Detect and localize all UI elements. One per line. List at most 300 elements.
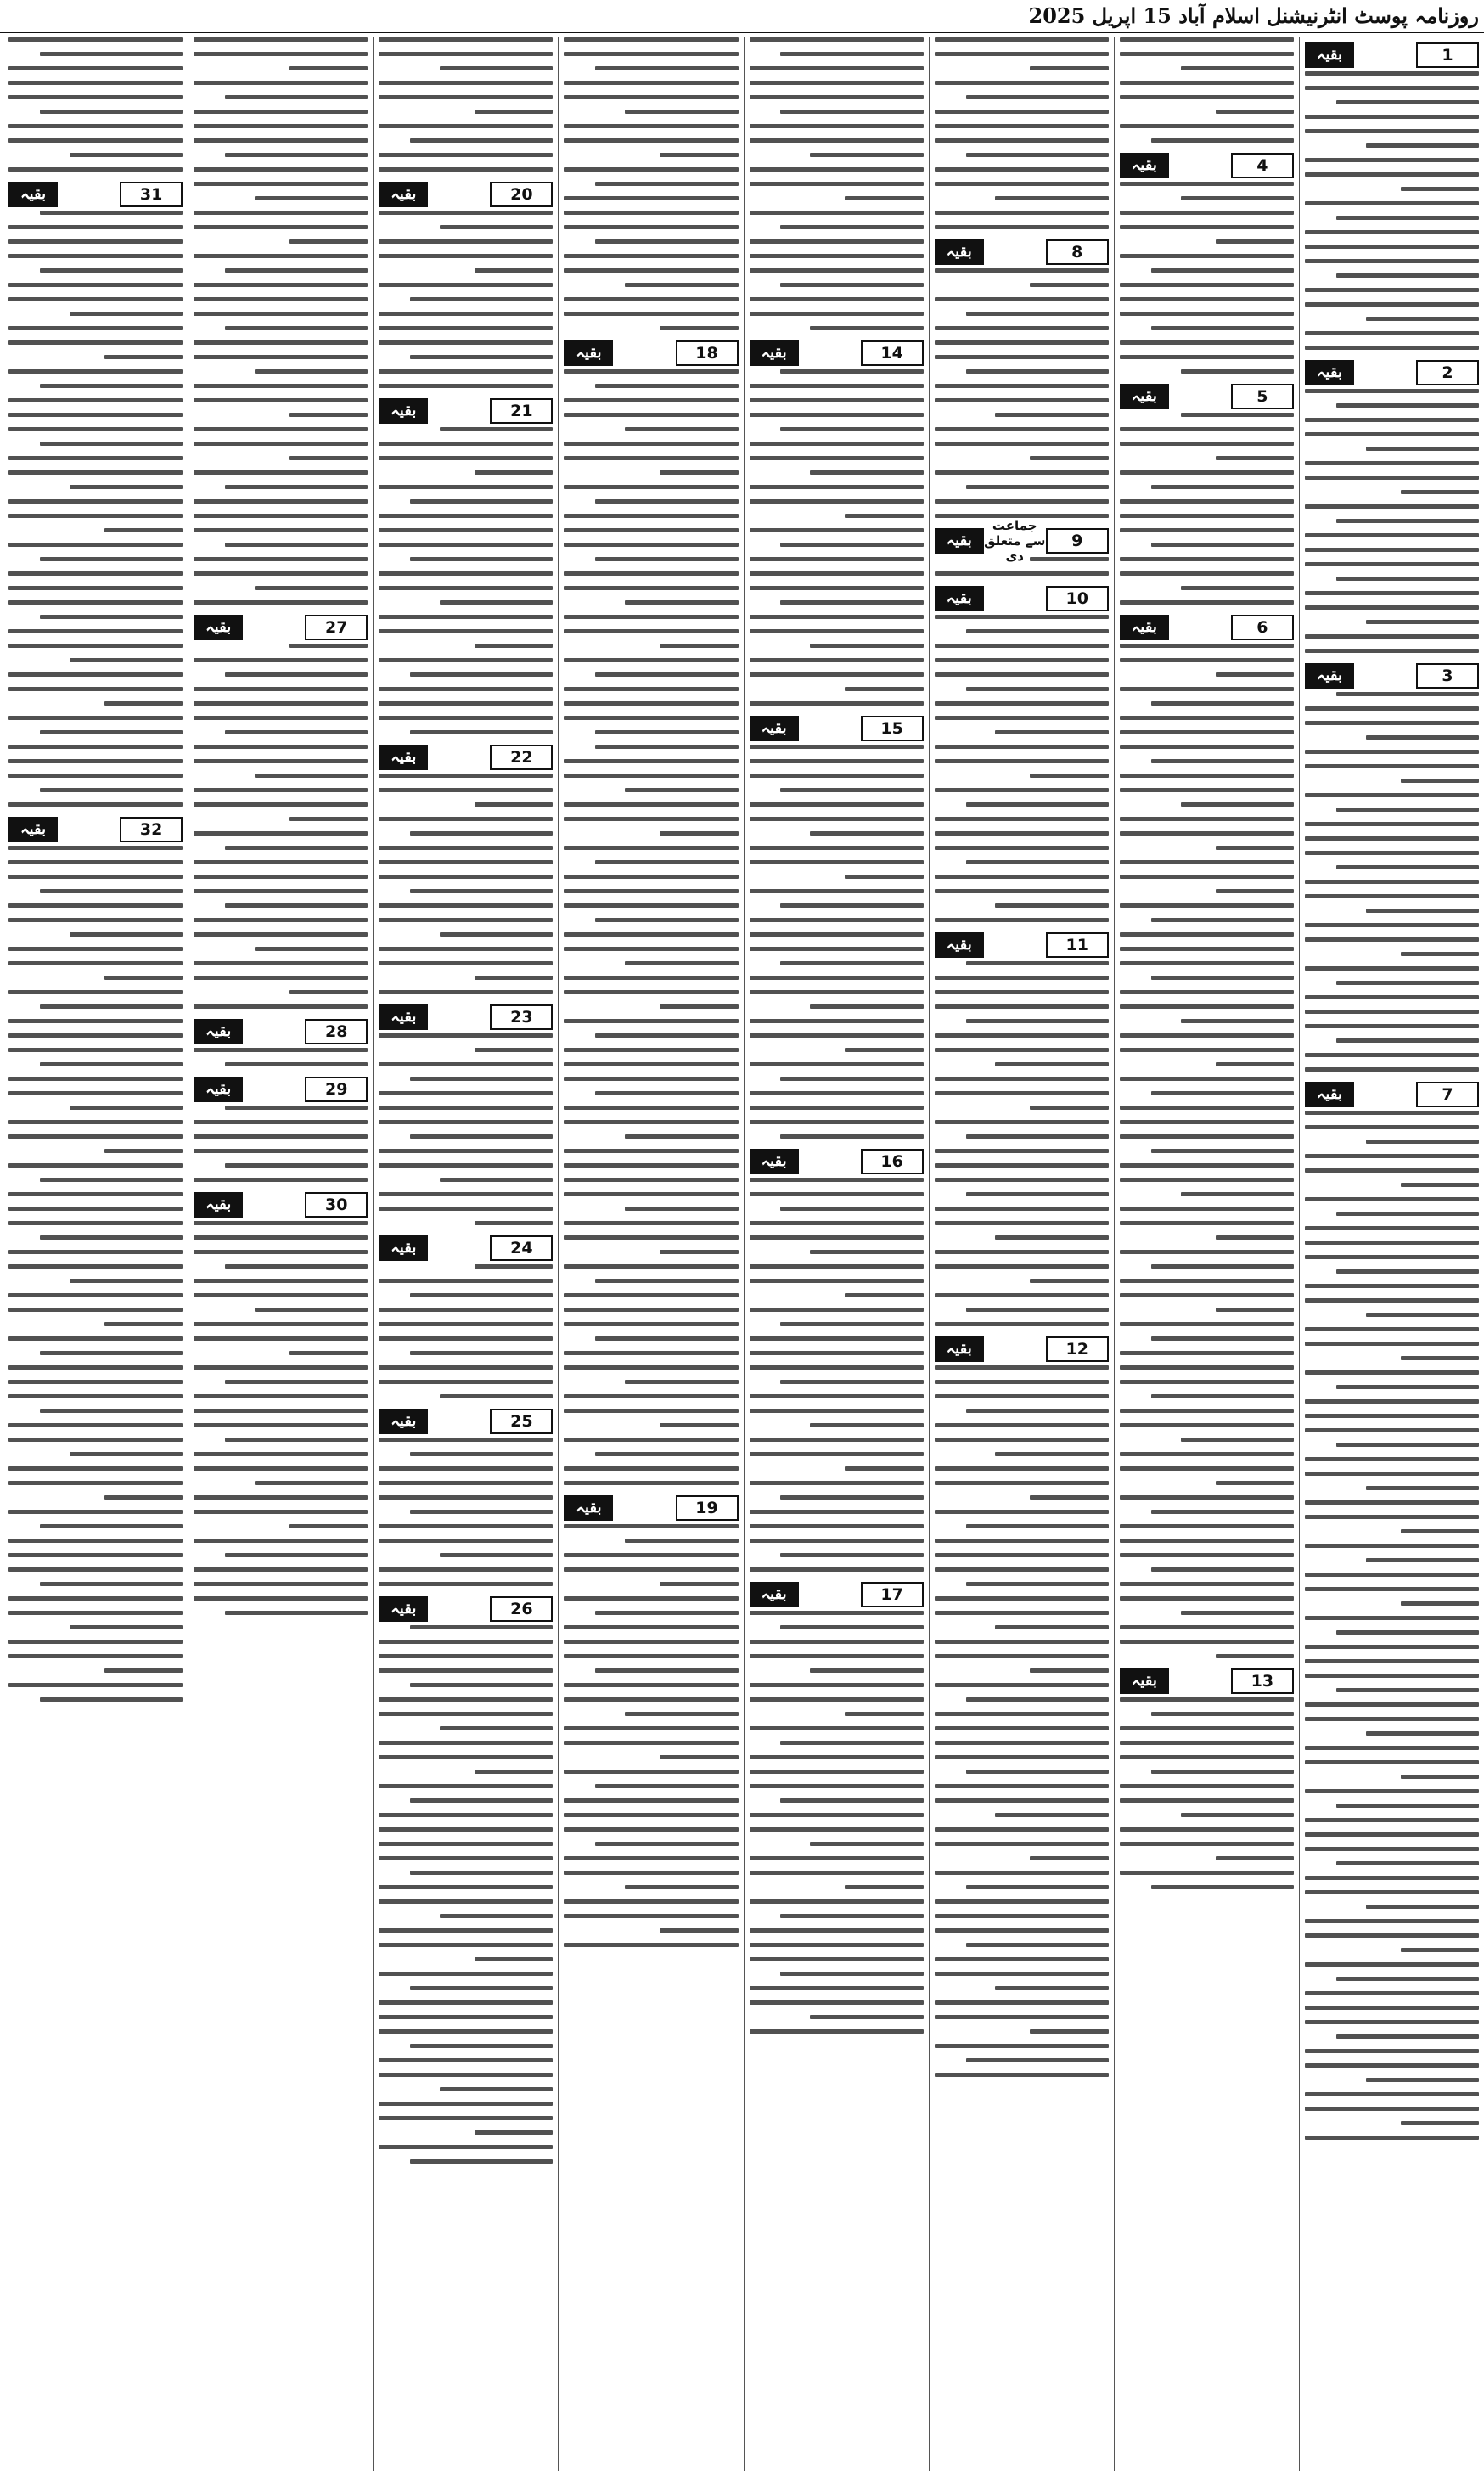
text-line: [1120, 1409, 1294, 1413]
text-line: [1120, 903, 1294, 908]
text-line: [194, 1120, 368, 1124]
text-line: [750, 586, 924, 590]
text-line: [379, 167, 553, 172]
text-line: [935, 297, 1109, 301]
continuation-tag: [1120, 615, 1294, 640]
text-line: [1336, 1630, 1479, 1635]
text-line: [935, 1048, 1109, 1052]
text-line: [1151, 326, 1294, 330]
text-line: [1151, 1264, 1294, 1269]
text-line: [379, 1972, 553, 1976]
text-line: [8, 1596, 183, 1601]
text-line: [935, 1250, 1109, 1254]
continuation-number: 14: [861, 340, 924, 366]
text-line: [379, 2058, 553, 2062]
text-line: [1366, 735, 1479, 740]
text-line: [1151, 138, 1294, 143]
text-line: [935, 889, 1109, 893]
news-continuation: [1305, 1082, 1479, 1533]
text-line: [40, 1062, 183, 1066]
text-line: [379, 1640, 553, 1644]
text-line: [780, 961, 923, 965]
text-line: [595, 384, 738, 388]
text-line: [750, 1827, 924, 1832]
text-line: [595, 860, 738, 864]
text-line: [194, 312, 368, 316]
text-line: [379, 1813, 553, 1817]
continuation-label: بقیہ: [1120, 153, 1169, 178]
text-line: [564, 297, 738, 301]
text-line: [780, 1207, 923, 1211]
text-line: [935, 1322, 1109, 1326]
text-line: [379, 340, 553, 345]
text-line: [8, 1048, 183, 1052]
text-line: [564, 485, 738, 489]
continuation-number: 8: [1046, 239, 1109, 265]
text-line: [935, 1755, 1109, 1759]
text-line: [780, 1553, 923, 1557]
text-line: [966, 1019, 1109, 1023]
column: [188, 37, 373, 2471]
text-line: [595, 66, 738, 70]
text-line: [810, 1423, 923, 1427]
text-line: [1305, 1515, 1479, 1519]
text-line: [379, 283, 553, 287]
text-line: [1181, 196, 1294, 200]
text-line: [225, 1611, 368, 1615]
text-line: [1305, 245, 1479, 249]
text-line: [8, 1033, 183, 1038]
continuation-number: 25: [490, 1409, 553, 1434]
article-text: [1305, 1544, 1479, 2140]
text-line: [750, 66, 924, 70]
continuation-label: بقیہ: [8, 817, 58, 842]
text-line: [8, 1539, 183, 1543]
text-line: [750, 1943, 924, 1947]
text-line: [966, 1524, 1109, 1528]
news-continuation: [935, 37, 1109, 229]
text-line: [379, 239, 553, 244]
text-line: [379, 153, 553, 157]
text-line: [379, 1481, 553, 1485]
text-line: [1336, 1977, 1479, 1981]
text-line: [289, 1524, 368, 1528]
text-line: [194, 1250, 368, 1254]
text-line: [1366, 2078, 1479, 2082]
news-continuation: [8, 817, 183, 1702]
text-line: [194, 802, 368, 807]
text-line: [1120, 355, 1294, 359]
text-line: [935, 1264, 1109, 1269]
text-line: [750, 384, 924, 388]
text-line: [410, 1871, 553, 1875]
article-text: [379, 774, 553, 994]
text-line: [966, 802, 1109, 807]
text-line: [379, 615, 553, 619]
text-line: [1120, 1365, 1294, 1370]
text-line: [750, 557, 924, 561]
text-line: [935, 1365, 1109, 1370]
text-line: [935, 442, 1109, 446]
text-line: [194, 1221, 368, 1225]
text-line: [1120, 297, 1294, 301]
text-line: [780, 788, 923, 792]
text-line: [104, 1495, 183, 1500]
text-line: [194, 571, 368, 576]
news-continuation: [750, 37, 924, 330]
text-line: [255, 369, 368, 374]
text-line: [564, 687, 738, 691]
text-line: [379, 2145, 553, 2149]
news-continuation: [194, 1077, 368, 1182]
text-line: [750, 1178, 924, 1182]
text-line: [1305, 1414, 1479, 1418]
continuation-label: بقیہ: [194, 1019, 243, 1044]
text-line: [1305, 1717, 1479, 1721]
text-line: [289, 644, 368, 648]
text-line: [1401, 1356, 1479, 1360]
text-line: [595, 499, 738, 504]
continuation-number: 7: [1416, 1082, 1479, 1107]
continuation-number: 15: [861, 716, 924, 741]
text-line: [595, 1452, 738, 1456]
text-line: [935, 2073, 1109, 2077]
text-line: [935, 1149, 1109, 1153]
text-line: [1216, 239, 1294, 244]
text-line: [780, 543, 923, 547]
news-continuation: [750, 340, 924, 706]
text-line: [194, 138, 368, 143]
text-line: [194, 1279, 368, 1283]
text-line: [379, 1697, 553, 1702]
text-line: [935, 499, 1109, 504]
text-line: [995, 730, 1108, 734]
text-line: [750, 1452, 924, 1456]
text-line: [935, 759, 1109, 763]
text-line: [564, 514, 738, 518]
text-line: [780, 1495, 923, 1500]
continuation-tag: [379, 398, 553, 424]
text-line: [1305, 1573, 1479, 1577]
text-line: [440, 2087, 553, 2091]
text-line: [8, 66, 183, 70]
text-line: [1151, 1336, 1294, 1341]
text-line: [225, 730, 368, 734]
text-line: [1030, 456, 1108, 460]
continuation-tag: [1305, 1082, 1479, 1107]
text-line: [750, 499, 924, 504]
text-line: [1216, 1856, 1294, 1860]
text-line: [225, 1438, 368, 1442]
article-text: [935, 615, 1109, 922]
text-line: [1120, 1322, 1294, 1326]
text-line: [104, 976, 183, 980]
text-line: [564, 716, 738, 720]
text-line: [379, 528, 553, 532]
text-line: [750, 1336, 924, 1341]
text-line: [379, 1827, 553, 1832]
text-line: [750, 976, 924, 980]
text-line: [1151, 1712, 1294, 1716]
text-line: [194, 1409, 368, 1413]
continuation-number: 19: [676, 1495, 739, 1521]
text-line: [750, 672, 924, 677]
text-line: [410, 1293, 553, 1297]
text-line: [40, 1004, 183, 1009]
text-line: [379, 571, 553, 576]
continuation-tag: [194, 1192, 368, 1218]
text-line: [8, 687, 183, 691]
text-line: [1120, 1120, 1294, 1124]
text-line: [595, 1842, 738, 1846]
text-line: [564, 1654, 738, 1658]
text-line: [966, 1192, 1109, 1196]
text-line: [1305, 158, 1479, 162]
text-line: [8, 1654, 183, 1658]
text-line: [1305, 721, 1479, 725]
text-line: [1120, 1871, 1294, 1875]
text-line: [1120, 1640, 1294, 1644]
text-line: [1120, 1293, 1294, 1297]
text-line: [8, 1120, 183, 1124]
text-line: [40, 1409, 183, 1413]
text-line: [40, 730, 183, 734]
text-line: [750, 2000, 924, 2005]
text-line: [289, 413, 368, 417]
text-line: [225, 153, 368, 157]
text-line: [194, 528, 368, 532]
text-line: [255, 196, 368, 200]
text-line: [1366, 1731, 1479, 1736]
text-line: [1120, 1827, 1294, 1832]
continuation-label: بقیہ: [750, 1149, 799, 1174]
text-line: [1305, 1818, 1479, 1822]
text-line: [1305, 894, 1479, 898]
text-line: [750, 182, 924, 186]
text-line: [1120, 658, 1294, 662]
text-line: [104, 528, 183, 532]
text-line: [660, 1004, 738, 1009]
article-text: [1120, 875, 1294, 1297]
text-line: [750, 456, 924, 460]
text-line: [1120, 1250, 1294, 1254]
text-line: [1336, 981, 1479, 985]
article-text: [564, 37, 738, 330]
continuation-number: 13: [1231, 1668, 1294, 1694]
text-line: [379, 1106, 553, 1110]
text-line: [8, 499, 183, 504]
text-line: [8, 571, 183, 576]
text-line: [1151, 976, 1294, 980]
text-line: [966, 1134, 1109, 1139]
text-line: [750, 239, 924, 244]
news-continuation: [1120, 37, 1294, 143]
text-line: [1120, 211, 1294, 215]
continuation-label: بقیہ: [194, 1077, 243, 1102]
news-continuation: [564, 37, 738, 330]
news-continuation: [194, 1192, 368, 1615]
text-line: [1120, 1351, 1294, 1355]
text-line: [1216, 672, 1294, 677]
continuation-label: بقیہ: [564, 340, 613, 366]
text-line: [966, 629, 1109, 633]
text-line: [8, 1293, 183, 1297]
text-line: [1305, 1370, 1479, 1375]
text-line: [966, 1885, 1109, 1889]
text-line: [1305, 432, 1479, 436]
text-line: [1181, 1813, 1294, 1817]
text-line: [935, 1394, 1109, 1398]
text-line: [810, 2015, 923, 2019]
text-line: [935, 1466, 1109, 1471]
text-line: [379, 1524, 553, 1528]
text-line: [750, 1192, 924, 1196]
text-line: [379, 1654, 553, 1658]
text-line: [1120, 514, 1294, 518]
text-line: [1305, 2006, 1479, 2010]
text-line: [750, 95, 924, 99]
text-line: [379, 1120, 553, 1124]
text-line: [1336, 216, 1479, 220]
text-line: [410, 138, 553, 143]
text-line: [564, 889, 738, 893]
continuation-label: بقیہ: [935, 1336, 984, 1362]
text-line: [595, 1668, 738, 1673]
text-line: [750, 932, 924, 937]
news-continuation: [935, 586, 1109, 922]
text-line: [1305, 822, 1479, 826]
continuation-tag: [564, 340, 738, 366]
article-text: [750, 37, 924, 330]
text-line: [194, 211, 368, 215]
continuation-label: بقیہ: [935, 239, 984, 265]
text-line: [750, 1697, 924, 1702]
text-line: [8, 369, 183, 374]
text-line: [1120, 600, 1294, 605]
text-line: [750, 1279, 924, 1283]
news-continuation: [379, 37, 553, 172]
text-line: [845, 196, 923, 200]
text-line: [1305, 346, 1479, 350]
text-line: [564, 1827, 738, 1832]
text-line: [1366, 1558, 1479, 1562]
continuation-tag: [8, 817, 183, 842]
text-line: [1305, 562, 1479, 566]
text-line: [1030, 283, 1108, 287]
text-line: [1305, 115, 1479, 119]
text-line: [1181, 1438, 1294, 1442]
article-text: [750, 1611, 924, 2034]
text-line: [1305, 1010, 1479, 1014]
text-line: [1336, 1861, 1479, 1865]
text-line: [410, 1351, 553, 1355]
continuation-tag: [379, 1596, 553, 1622]
text-line: [194, 110, 368, 114]
text-line: [1366, 620, 1479, 624]
text-line: [194, 918, 368, 922]
continuation-number: 26: [490, 1596, 553, 1622]
text-line: [564, 1409, 738, 1413]
text-line: [8, 1640, 183, 1644]
text-line: [625, 110, 738, 114]
text-line: [1336, 1212, 1479, 1216]
text-line: [564, 1293, 738, 1297]
text-line: [1120, 745, 1294, 749]
text-line: [475, 470, 553, 475]
text-line: [1305, 1399, 1479, 1404]
article-text: [379, 37, 553, 172]
text-line: [440, 1914, 553, 1918]
text-line: [564, 312, 738, 316]
text-line: [1181, 802, 1294, 807]
article-text: [194, 644, 368, 1009]
text-line: [1030, 1495, 1108, 1500]
text-line: [750, 1654, 924, 1658]
text-line: [564, 1394, 738, 1398]
continuation-tag: [564, 1495, 738, 1521]
text-line: [379, 990, 553, 994]
text-line: [625, 788, 738, 792]
text-line: [1216, 846, 1294, 850]
text-line: [750, 1871, 924, 1875]
text-line: [194, 1293, 368, 1297]
text-line: [225, 543, 368, 547]
text-line: [410, 1986, 553, 1990]
text-line: [995, 1625, 1108, 1629]
text-line: [966, 369, 1109, 374]
text-line: [935, 571, 1109, 576]
text-line: [8, 947, 183, 951]
text-line: [1030, 1856, 1108, 1860]
continuation-number: 24: [490, 1235, 553, 1261]
text-line: [1120, 990, 1294, 994]
text-line: [194, 1466, 368, 1471]
text-line: [935, 1004, 1109, 1009]
text-line: [750, 528, 924, 532]
text-line: [379, 2015, 553, 2019]
news-continuation: [379, 1004, 553, 1225]
text-line: [935, 875, 1109, 879]
text-line: [935, 1842, 1109, 1846]
text-line: [8, 1077, 183, 1081]
text-line: [1305, 966, 1479, 971]
text-line: [1305, 1587, 1479, 1591]
text-line: [8, 81, 183, 85]
text-line: [194, 745, 368, 749]
text-line: [1305, 288, 1479, 292]
text-line: [410, 2044, 553, 2048]
text-line: [1120, 312, 1294, 316]
text-line: [379, 1438, 553, 1442]
continuation-label: بقیہ: [1120, 1668, 1169, 1694]
text-line: [935, 1077, 1109, 1081]
article-text: [750, 745, 924, 1139]
article-text: [1120, 1697, 1294, 1889]
news-continuation: [194, 1019, 368, 1066]
text-line: [379, 1308, 553, 1312]
news-continuation: [379, 745, 553, 994]
text-line: [564, 1221, 738, 1225]
text-line: [1030, 1279, 1108, 1283]
text-line: [8, 1221, 183, 1225]
text-line: [410, 672, 553, 677]
text-line: [1305, 1760, 1479, 1764]
text-line: [1336, 1804, 1479, 1808]
text-line: [750, 1813, 924, 1817]
text-line: [564, 774, 738, 778]
article-text: [379, 211, 553, 388]
text-line: [595, 730, 738, 734]
